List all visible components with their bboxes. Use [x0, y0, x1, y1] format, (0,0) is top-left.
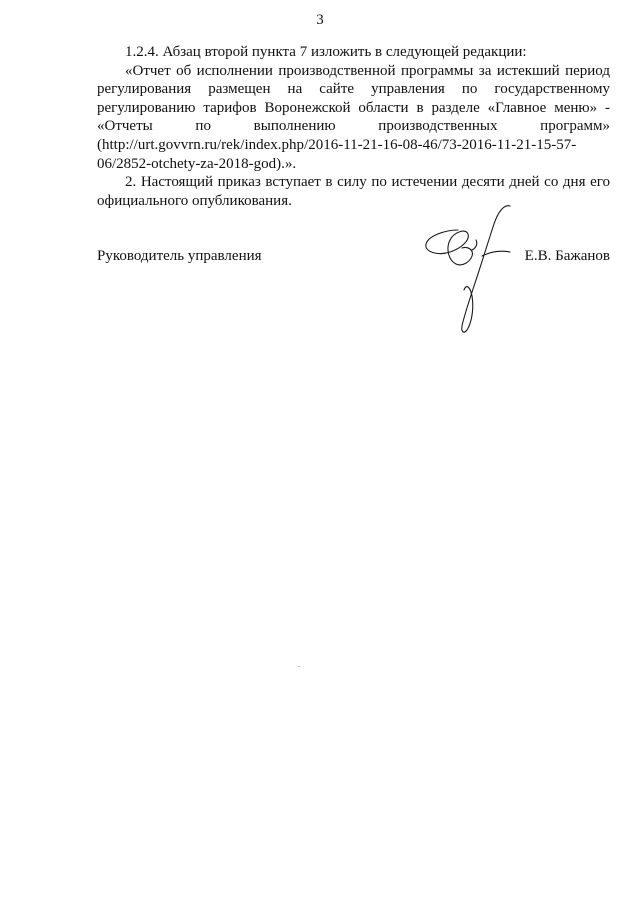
paragraph-quote: «Отчет об исполнении производственной программы за истекший период регулирования размещен на сайте управления по государственному регулированию тарифов Воронежской области в разделе «Главное меню» - «Отчеты по выполнению производственных программ» (http://urt.govvrn.ru/rek/index.php/2016-11-21-16-08-46/73-2016-11-21-15-57-06/2852-otchety-za-2018-god).».	[97, 62, 610, 172]
signatory-name: Е.В. Бажанов	[524, 248, 610, 264]
signatory-title: Руководитель управления	[97, 248, 262, 264]
scan-speck	[298, 666, 300, 667]
paragraph-1-2-4: 1.2.4. Абзац второй пункта 7 изложить в следующей редакции:	[125, 44, 527, 60]
handwritten-signature	[420, 200, 530, 340]
paragraph-effective-date: 2. Настоящий приказ вступает в силу по истечении десяти дней со дня его официального опубликования.	[97, 174, 610, 209]
page-number: 3	[316, 12, 324, 28]
document-body	[97, 43, 610, 210]
